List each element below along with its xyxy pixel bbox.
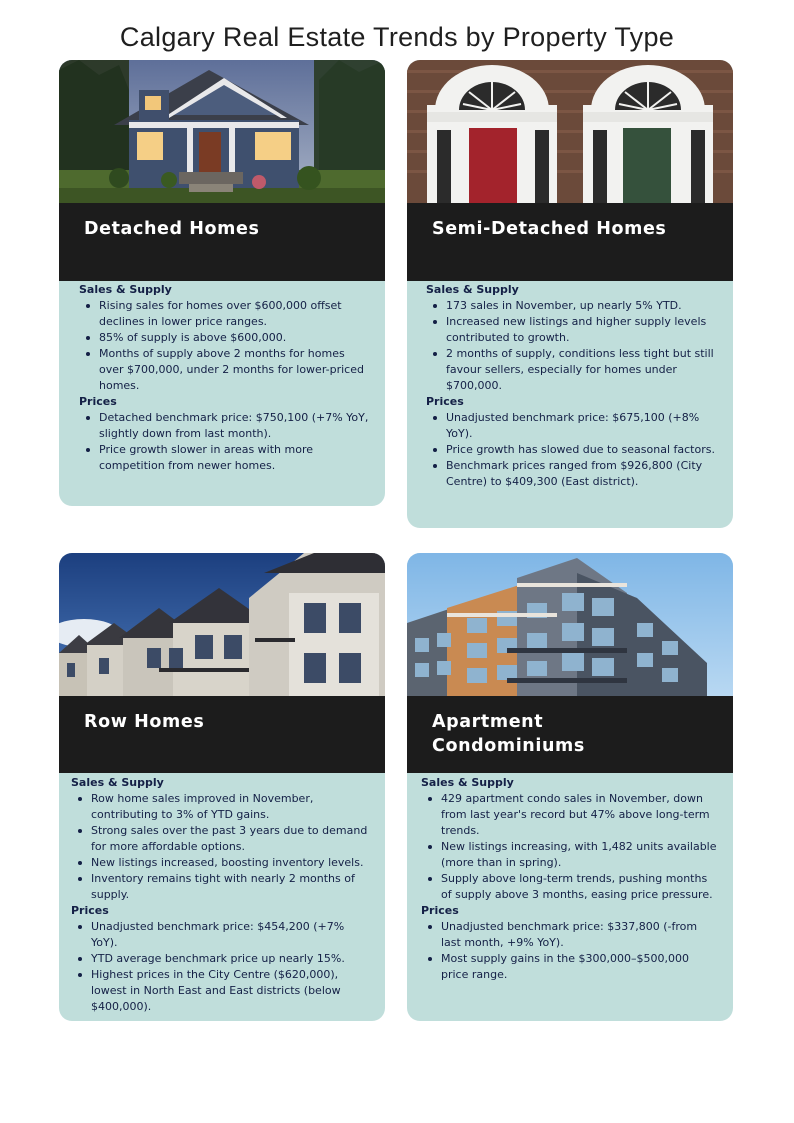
prices-title: Prices (426, 395, 464, 408)
list-item: 429 apartment condo sales in November, down from last year's record but 47% above long-term trends. (421, 791, 719, 839)
prices-title: Prices (79, 395, 117, 408)
list-item: 2 months of supply, conditions less tight but still favour sellers, especially for homes under $700,000. (426, 346, 719, 394)
card-heading-band (59, 696, 385, 773)
list-item: New listings increased, boosting inventory levels. (71, 855, 371, 871)
list-item: Price growth slower in areas with more competition from newer homes. (79, 442, 371, 474)
card-heading: Detached Homes (84, 219, 260, 239)
card-heading-band (59, 203, 385, 281)
sales-supply-title: Sales & Supply (426, 283, 519, 296)
list-item: YTD average benchmark price up nearly 15%. (71, 951, 371, 967)
list-item: Rising sales for homes over $600,000 offset declines in lower price ranges. (79, 298, 371, 330)
card-row-homes (59, 553, 385, 1021)
list-item: Months of supply above 2 months for homes over $700,000, under 2 months for lower-priced homes. (79, 346, 371, 394)
sales-supply-title: Sales & Supply (71, 776, 164, 789)
list-item: Increased new listings and higher supply levels contributed to growth. (426, 314, 719, 346)
row-homes-photo (59, 553, 385, 696)
list-item: Strong sales over the past 3 years due to demand for more affordable options. (71, 823, 371, 855)
apartment-building-photo (407, 553, 733, 696)
card-body (79, 282, 371, 474)
prices-list (421, 919, 719, 983)
detached-house-photo (59, 60, 385, 203)
card-detached-homes (59, 60, 385, 506)
card-body (421, 775, 719, 983)
list-item: Supply above long-term trends, pushing months of supply above 3 months, easing price pressure. (421, 871, 719, 903)
card-heading: Apartment Condominiums (432, 712, 585, 756)
list-item: Unadjusted benchmark price: $454,200 (+7% YoY). (71, 919, 371, 951)
prices-list (426, 410, 719, 490)
card-heading-band (407, 203, 733, 281)
list-item: Unadjusted benchmark price: $675,100 (+8% YoY). (426, 410, 719, 442)
list-item: Most supply gains in the $300,000–$500,000 price range. (421, 951, 719, 983)
sales-supply-list (71, 791, 371, 903)
list-item: Price growth has slowed due to seasonal factors. (426, 442, 719, 458)
prices-title: Prices (71, 904, 109, 917)
sales-supply-title: Sales & Supply (79, 283, 172, 296)
list-item: 85% of supply is above $600,000. (79, 330, 371, 346)
list-item: Detached benchmark price: $750,100 (+7% YoY, slightly down from last month). (79, 410, 371, 442)
list-item: Highest prices in the City Centre ($620,000), lowest in North East and East districts (below $400,000). (71, 967, 371, 1015)
list-item: New listings increasing, with 1,482 units available (more than in spring). (421, 839, 719, 871)
sales-supply-list (79, 298, 371, 394)
list-item: Benchmark prices ranged from $926,800 (City Centre) to $409,300 (East district). (426, 458, 719, 490)
sales-supply-title: Sales & Supply (421, 776, 514, 789)
page-title: Calgary Real Estate Trends by Property Type (119, 22, 675, 52)
prices-list (71, 919, 371, 1015)
list-item: Unadjusted benchmark price: $337,800 (-from last month, +9% YoY). (421, 919, 719, 951)
card-body (426, 282, 719, 490)
card-heading: Semi-Detached Homes (432, 219, 667, 239)
prices-title: Prices (421, 904, 459, 917)
prices-list (79, 410, 371, 474)
card-apartment-condominiums (407, 553, 733, 1021)
sales-supply-list (426, 298, 719, 394)
card-heading-band (407, 696, 733, 773)
list-item: 173 sales in November, up nearly 5% YTD. (426, 298, 719, 314)
card-body (71, 775, 371, 1015)
sales-supply-list (421, 791, 719, 903)
list-item: Row home sales improved in November, contributing to 3% of YTD gains. (71, 791, 371, 823)
list-item: Inventory remains tight with nearly 2 months of supply. (71, 871, 371, 903)
semi-detached-doors-photo (407, 60, 733, 203)
card-semi-detached-homes (407, 60, 733, 528)
card-heading: Row Homes (84, 712, 205, 732)
